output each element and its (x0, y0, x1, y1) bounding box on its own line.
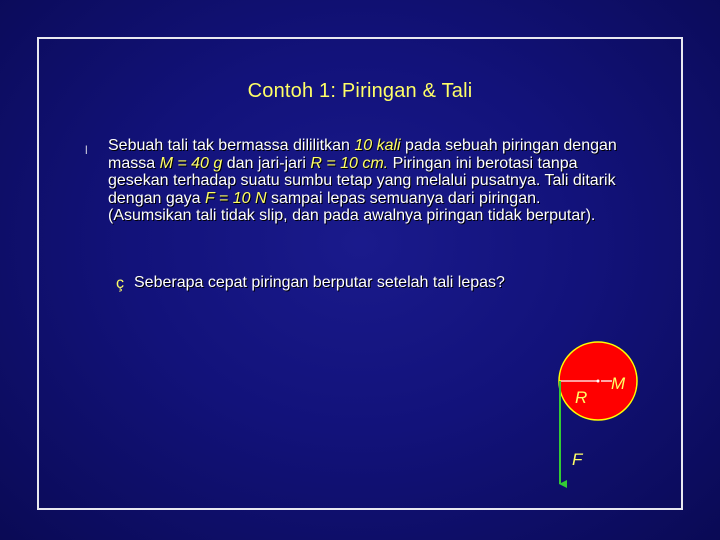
highlight-radius: R = 10 cm. (310, 154, 389, 172)
center-dot (597, 380, 600, 383)
para-text-3: dan jari-jari (222, 154, 311, 172)
para-text-5: sampai lepas semuanya dari piringan. (Asumsikan tali tidak slip, dan pada awalnya piringan tidak berputar). (108, 189, 596, 224)
highlight-10-kali: 10 kali (354, 137, 401, 154)
para-text-1: Sebuah tali tak bermassa dililitkan (108, 137, 355, 154)
question-text: Seberapa cepat piringan berputar setelah tali lepas? (134, 274, 505, 291)
label-F: F (572, 450, 583, 469)
para-text-4: Piringan ini berotasi tanpa gesekan terhadap suatu sumbu tetap yang melalui pusatnya. Tali ditarik dengan gaya (108, 154, 616, 207)
label-M: M (611, 374, 626, 393)
slide-title: Contoh 1: Piringan & Tali (247, 80, 473, 102)
highlight-force: F = 10 N (204, 189, 267, 207)
para-text-2: pada sebuah piringan dengan massa (108, 137, 617, 172)
question-bullet: ç (116, 275, 124, 292)
bullet-marker: l (85, 143, 88, 157)
highlight-mass: M = 40 g (159, 154, 223, 172)
label-R: R (575, 388, 588, 407)
